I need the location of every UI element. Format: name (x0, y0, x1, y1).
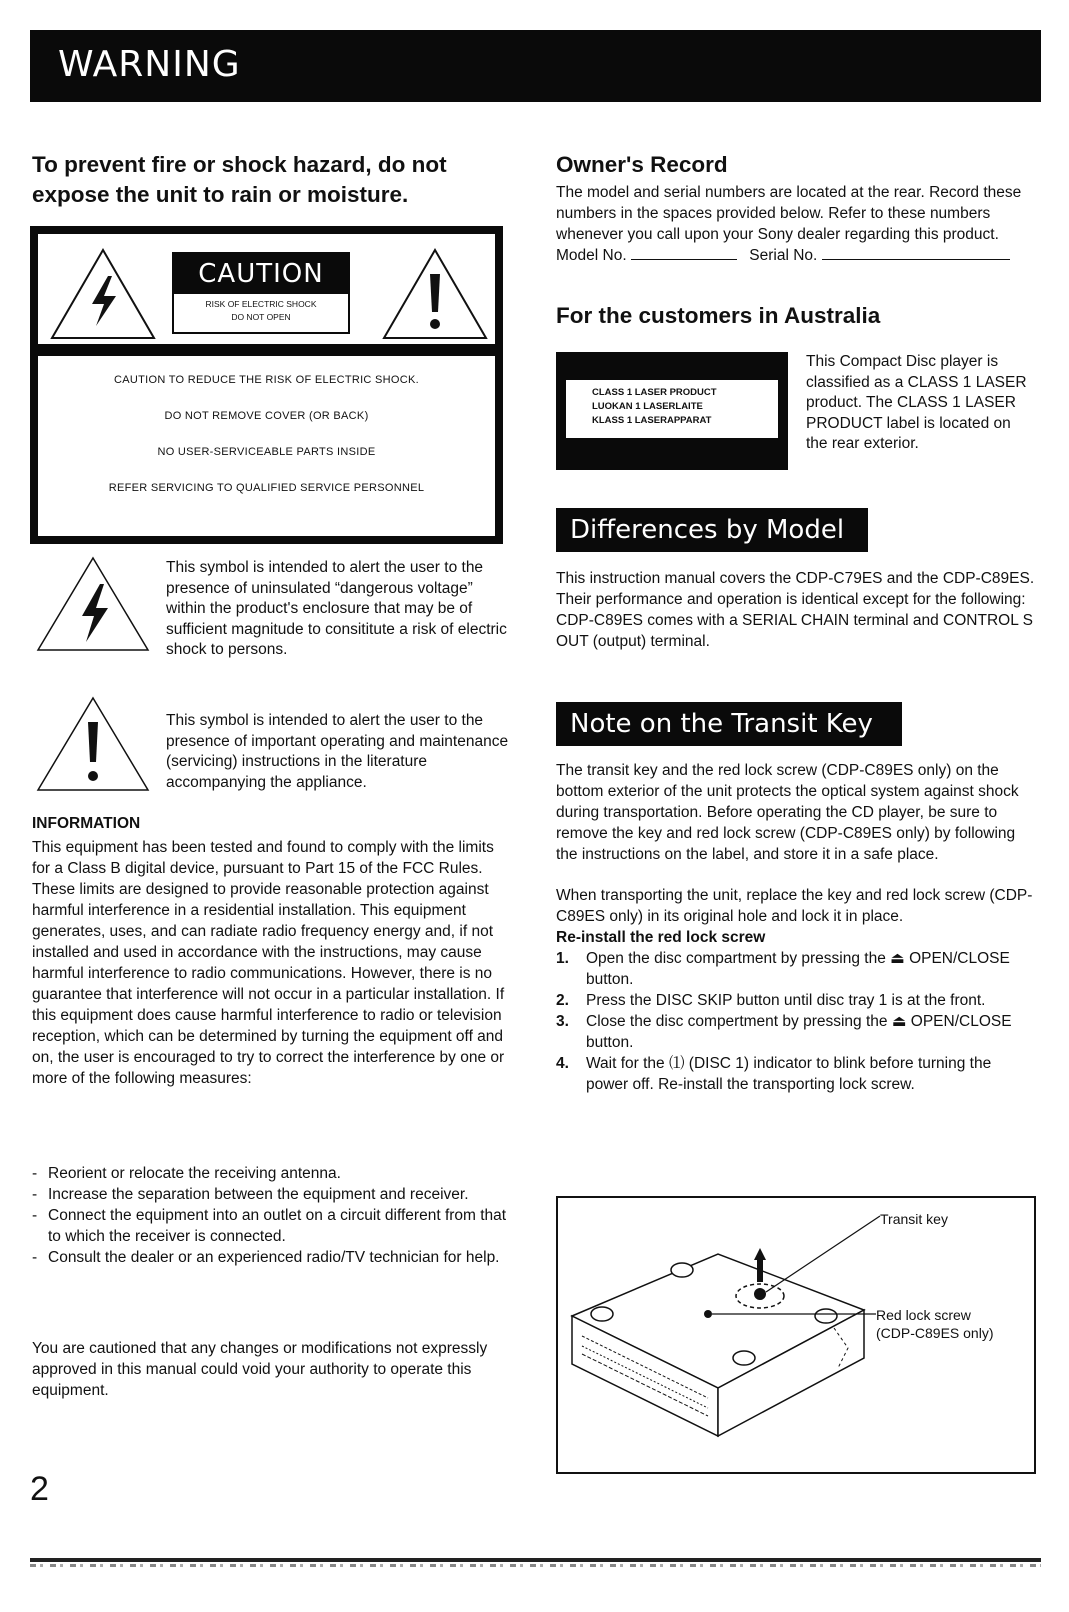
transit-text: The transit key and the red lock screw (CDP-C89ES only) on the bottom exterior of the unit protects the optical system against shock during transportation. Before operating the CD player, be sure to remove the key and red lock screw (CDP-C89ES only) by following the instructions on the label, and store it in a safe place. (556, 762, 1019, 863)
step-text: Wait for the ⑴ (DISC 1) indicator to blink before turning the power off. Re-install the transporting lock screw. (586, 1055, 992, 1093)
lightning-triangle-icon (48, 246, 158, 342)
caution-line: REFER SERVICING TO QUALIFIED SERVICE PERSONNEL (108, 482, 425, 494)
model-label: Model No. (556, 247, 627, 264)
list-item: - Reorient or relocate the receiving antenna. (32, 1165, 341, 1182)
differences-text: This instruction manual covers the CDP-C79ES and the CDP-C89ES. Their performance and operation is identical except for the following: (556, 570, 1035, 608)
caution-label (172, 252, 350, 334)
exclamation-triangle-icon (380, 246, 490, 342)
differences-text: CDP-C89ES comes with a SERIAL CHAIN terminal and CONTROL S OUT (output) terminal. (556, 612, 1033, 650)
list-item: - Increase the separation between the equipment and receiver. (32, 1186, 469, 1203)
caution-label-line2: DO NOT OPEN (231, 312, 291, 322)
caution-line: CAUTION TO REDUCE THE RISK OF ELECTRIC SHOCK. (113, 374, 420, 386)
list-item-text: Consult the dealer or an experienced radio/TV technician for help. (48, 1249, 500, 1266)
transit-key-heading: Note on the Transit Key (556, 702, 902, 746)
exclamation-triangle-icon (34, 694, 152, 794)
measures-list (32, 1163, 512, 1268)
list-item-text: Increase the separation between the equipment and receiver. (48, 1186, 469, 1203)
symbol2-description: This symbol is intended to alert the user to the presence of important operating and maintenance (servicing) instructions in the literature accompanying the appliance. (166, 712, 509, 791)
caution-line: NO USER-SERVICEABLE PARTS INSIDE (157, 446, 376, 458)
transit-key-callout: Transit key (880, 1211, 948, 1227)
australia-heading: For the customers in Australia (556, 303, 881, 328)
list-item: - Consult the dealer or an experienced radio/TV technician for help. (32, 1249, 500, 1266)
model-note-callout: (CDP-C89ES only) (876, 1325, 994, 1341)
fire-hazard-heading: To prevent fire or shock hazard, do not expose the unit to rain or moisture. (32, 152, 447, 207)
transit-text: When transporting the unit, replace the key and red lock screw (CDP-C89ES only) in its original hole and lock it in place. (556, 887, 1033, 925)
page-number: 2 (30, 1470, 49, 1508)
page-title: WARNING (58, 44, 241, 85)
transit-body (556, 760, 1036, 1095)
caution-text-panel (38, 356, 495, 536)
list-item (556, 1053, 1036, 1095)
reinstall-heading: Re-install the red lock screw (556, 929, 766, 946)
transit-key-figure (556, 1196, 1036, 1474)
list-item-text: Connect the equipment into an outlet on a circuit different from that to which the receiver is connected. (48, 1207, 507, 1245)
differences-body (556, 568, 1036, 652)
step-number: 1. (556, 950, 569, 967)
laser-label-line: LUOKAN 1 LASERLAITE (592, 401, 703, 412)
step-text: Press the DISC SKIP button until disc tray 1 is at the front. (586, 992, 986, 1009)
bottom-rule (30, 1558, 1041, 1562)
list-item (556, 1011, 1036, 1053)
serial-label: Serial No. (749, 247, 818, 264)
bottom-rule-texture (30, 1564, 1041, 1567)
australia-text: This Compact Disc player is classified as a CLASS 1 LASER product. The CLASS 1 LASER PRODUCT label is located on the rear exterior. (806, 353, 1027, 452)
reinstall-steps (556, 948, 1036, 1095)
owners-record-heading: Owner's Record (556, 152, 728, 177)
modification-caution: You are cautioned that any changes or modifications not expressly approved in this manual could void your authority to operate this equipment. (32, 1340, 488, 1399)
red-lock-screw-callout: Red lock screw (876, 1307, 971, 1323)
model-field (631, 245, 737, 260)
list-item (556, 990, 1036, 1011)
step-number: 2. (556, 992, 569, 1009)
header-bar (30, 30, 1041, 102)
caution-label-line1: RISK OF ELECTRIC SHOCK (205, 299, 317, 309)
step-text: Open the disc compartment by pressing the ⏏ OPEN/CLOSE button. (586, 950, 1010, 988)
step-number: 4. (556, 1055, 569, 1072)
owners-record-text: The model and serial numbers are located at the rear. Record these numbers in the spaces provided below. Refer to these numbers whenever you call upon your Sony dealer regarding this product. (556, 184, 1022, 243)
owners-record-body (556, 182, 1036, 266)
list-item (556, 948, 1036, 990)
record-fields (556, 245, 1036, 266)
caution-label-title: CAUTION (174, 254, 348, 294)
lightning-triangle-icon (34, 554, 152, 654)
list-item-text: Reorient or relocate the receiving antenna. (48, 1165, 341, 1182)
information-body: This equipment has been tested and found to comply with the limits for a Class B digital device, pursuant to Part 15 of the FCC Rules. These limits are designed to provide reasonable protection against harmful interference in a residential installation. This equipment generates, uses, and can radiate radio frequency energy and, if not installed and used in accordance with the instructions, may cause harmful interference to radio communications. However, there is no guarantee that interference will not occur in a particular installation. If this equipment does cause harmful interference to radio or television reception, which can be determined by turning the equipment off and on, the user is encouraged to try to correct the interference by one or more of the following measures: (32, 839, 505, 1087)
laser-label-text (566, 380, 778, 438)
laser-product-label (556, 352, 788, 470)
laser-label-line: CLASS 1 LASER PRODUCT (592, 387, 717, 398)
caution-box (30, 226, 503, 544)
list-item: - Connect the equipment into an outlet on a circuit different from that to which the receiver is connected. (32, 1207, 507, 1245)
caution-top-panel (30, 226, 503, 352)
step-number: 3. (556, 1013, 569, 1030)
differences-heading: Differences by Model (556, 508, 868, 552)
step-text: Close the disc compertment by pressing the ⏏ OPEN/CLOSE button. (586, 1013, 1012, 1051)
laser-label-line: KLASS 1 LASERAPPARAT (592, 415, 712, 426)
information-heading: INFORMATION (32, 815, 141, 832)
serial-field (822, 245, 1010, 260)
caution-line: DO NOT REMOVE COVER (OR BACK) (164, 410, 369, 422)
symbol1-description: This symbol is intended to alert the user to the presence of uninsulated “dangerous voltage” within the product's enclosure that may be of sufficient magnitude to consititute a risk of electric shock to persons. (166, 559, 507, 658)
